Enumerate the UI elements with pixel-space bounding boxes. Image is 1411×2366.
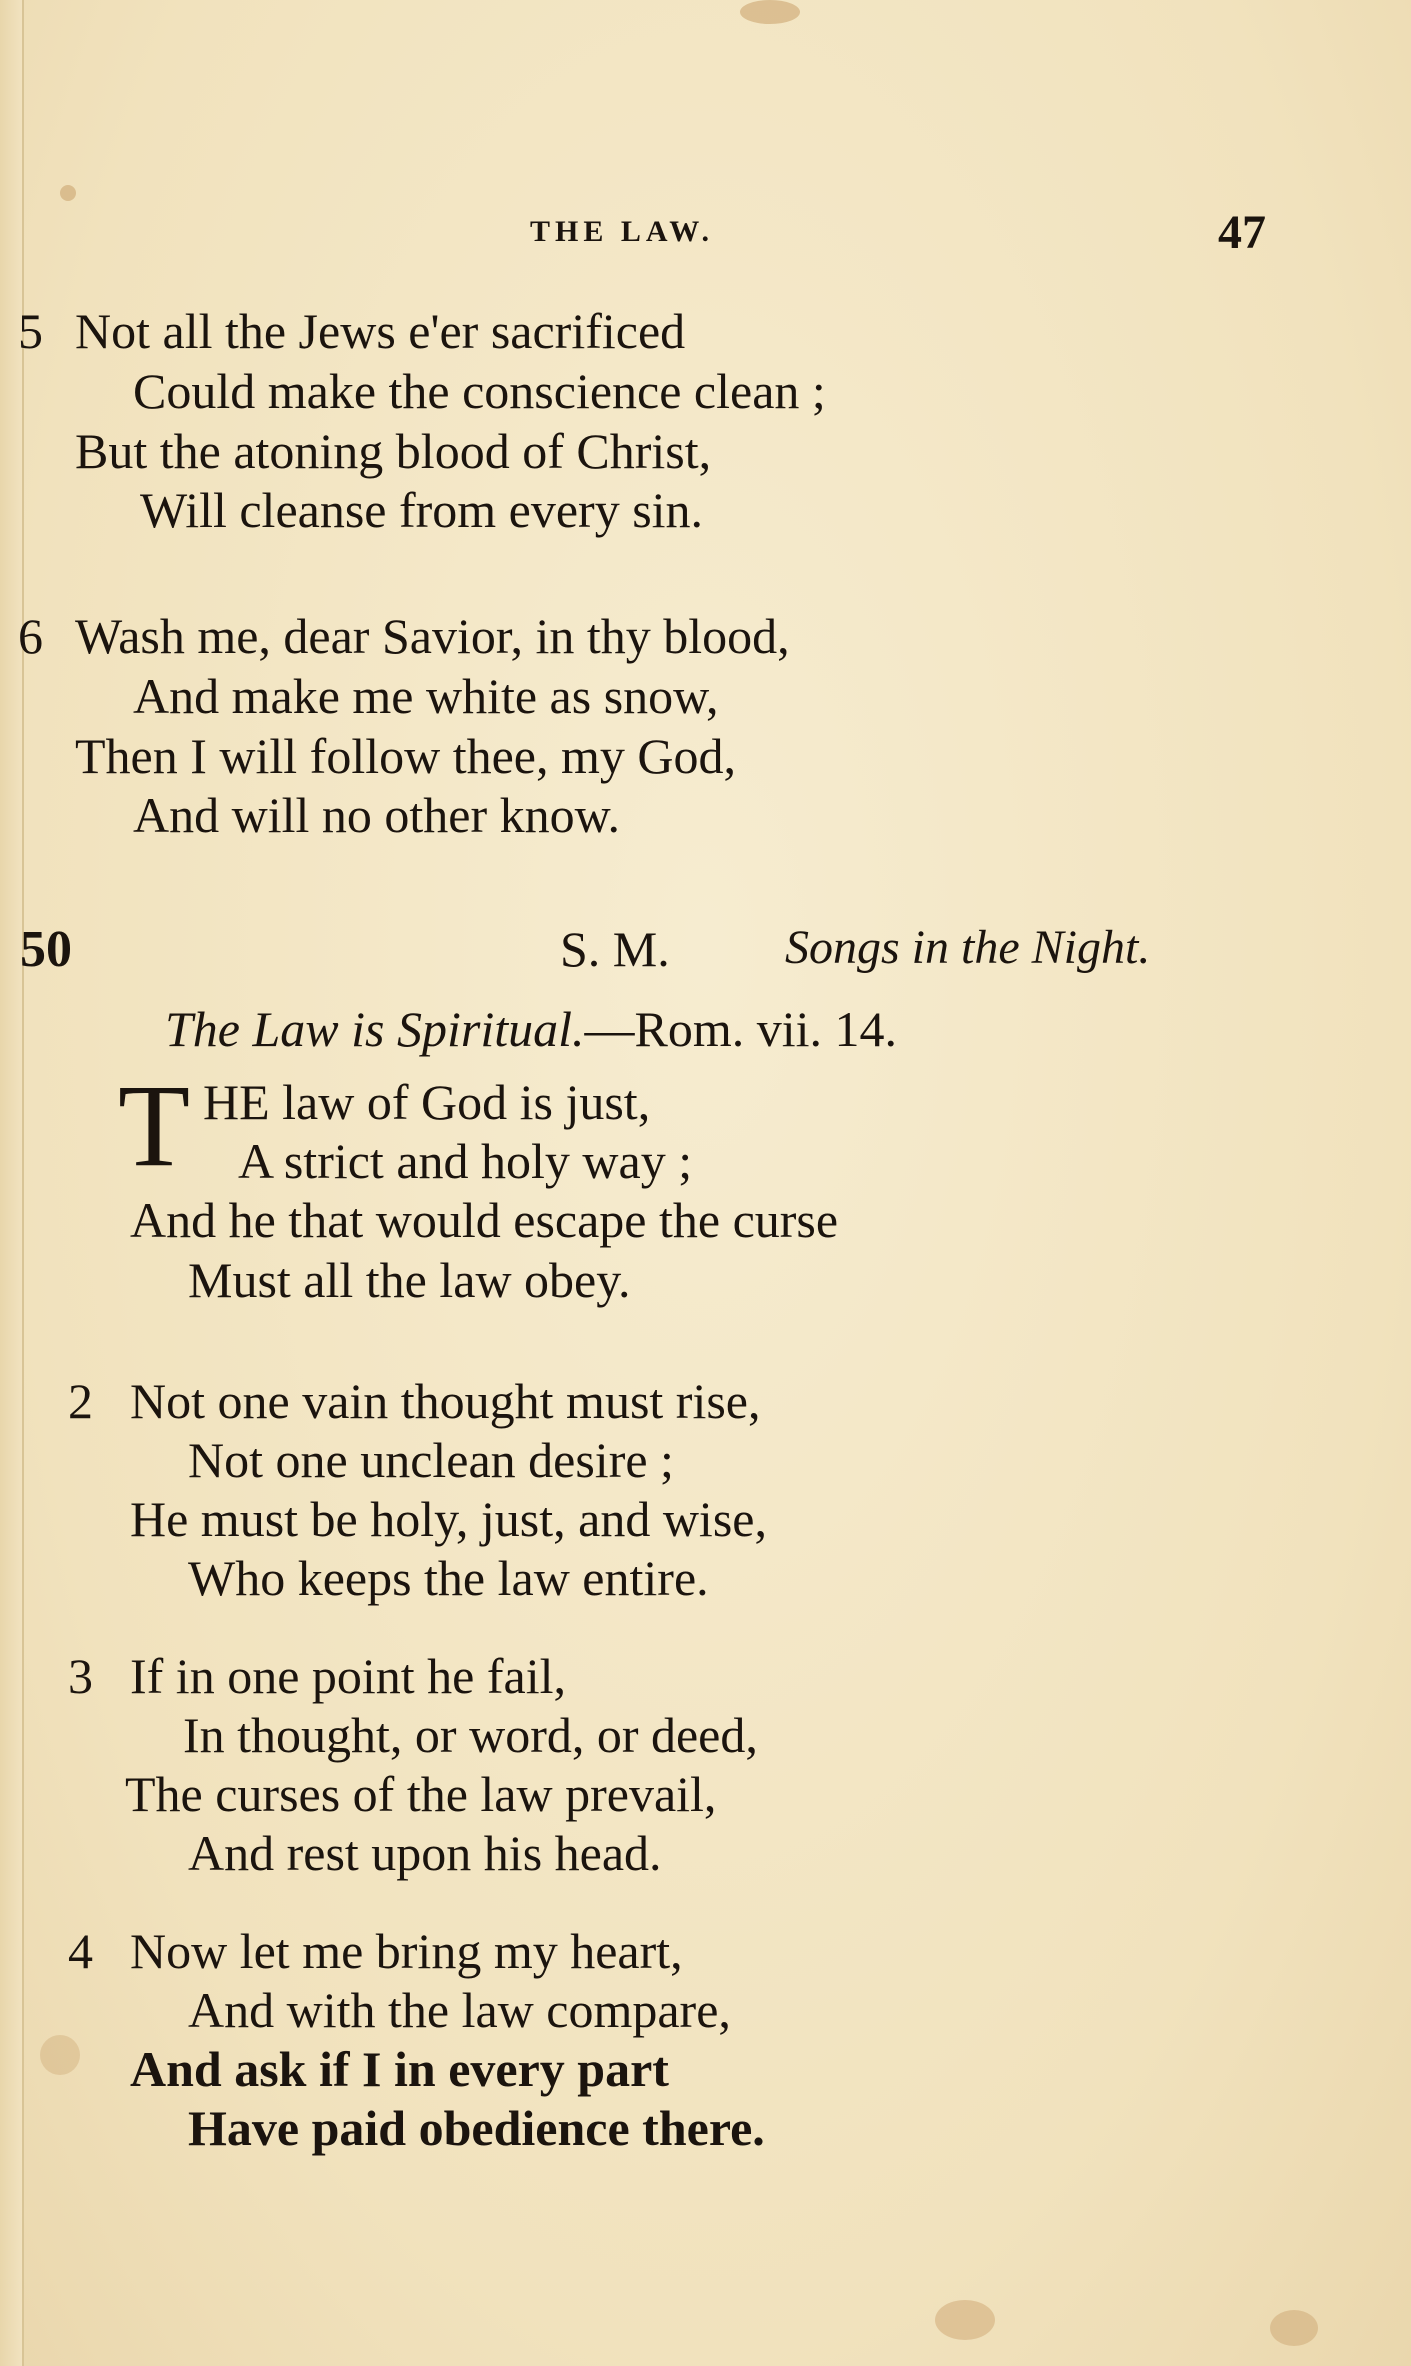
verse-number: 2 [68, 1373, 93, 1429]
verse-line: He must be holy, just, and wise, [130, 1491, 767, 1547]
paper-stain [40, 2035, 80, 2075]
verse-line: Wash me, dear Savior, in thy blood, [75, 608, 790, 664]
verse-line: The curses of the law prevail, [125, 1766, 717, 1822]
verse-line: Could make the conscience clean ; [133, 363, 826, 419]
verse-line: And will no other know. [133, 787, 620, 843]
verse-line: And ask if I in every part [130, 2041, 669, 2097]
paper-stain [740, 0, 800, 24]
verse-line: Not one unclean desire ; [188, 1432, 674, 1488]
verse-line: Now let me bring my heart, [130, 1923, 683, 1979]
verse-line: Not all the Jews e'er sacrificed [75, 303, 686, 359]
paper-stain [60, 185, 76, 201]
paper-stain [1270, 2310, 1318, 2346]
verse-line: And he that would escape the curse [130, 1192, 839, 1248]
subtitle-text: The Law is Spiritual. [165, 1001, 585, 1057]
verse-number: 5 [18, 303, 43, 359]
verse-line: HE law of God is just, [203, 1074, 651, 1130]
verse-line: Then I will follow thee, my God, [75, 728, 736, 784]
verse-line: Must all the law obey. [188, 1252, 631, 1308]
verse-line: Have paid obedience there. [188, 2100, 765, 2156]
running-title: THE LAW. [530, 215, 714, 248]
verse-line: And make me white as snow, [133, 668, 719, 724]
hymn-meter: S. M. [560, 921, 670, 977]
paper-stain [935, 2300, 995, 2340]
scripture-reference: —Rom. vii. 14. [584, 1001, 898, 1057]
verse-line: But the atoning blood of Christ, [75, 423, 712, 479]
verse-line: Not one vain thought must rise, [130, 1373, 761, 1429]
verse-line: A strict and holy way ; [238, 1133, 693, 1189]
verse-line: And with the law compare, [188, 1982, 731, 2038]
page-number: 47 [1218, 206, 1266, 259]
verse-number: 6 [18, 608, 43, 664]
hymn-number: 50 [20, 921, 72, 978]
hymn-tune: Songs in the Night. [785, 921, 1151, 974]
verse-line: In thought, or word, or deed, [183, 1707, 758, 1763]
verse-line: If in one point he fail, [130, 1648, 566, 1704]
verse-number: 4 [68, 1923, 93, 1979]
verse-line: Will cleanse from every sin. [140, 482, 704, 538]
verse-line: And rest upon his head. [188, 1825, 662, 1881]
drop-cap: T [118, 1060, 191, 1191]
verse-number: 3 [68, 1648, 93, 1704]
verse-line: Who keeps the law entire. [188, 1550, 709, 1606]
hymn-subtitle [165, 1000, 897, 1058]
